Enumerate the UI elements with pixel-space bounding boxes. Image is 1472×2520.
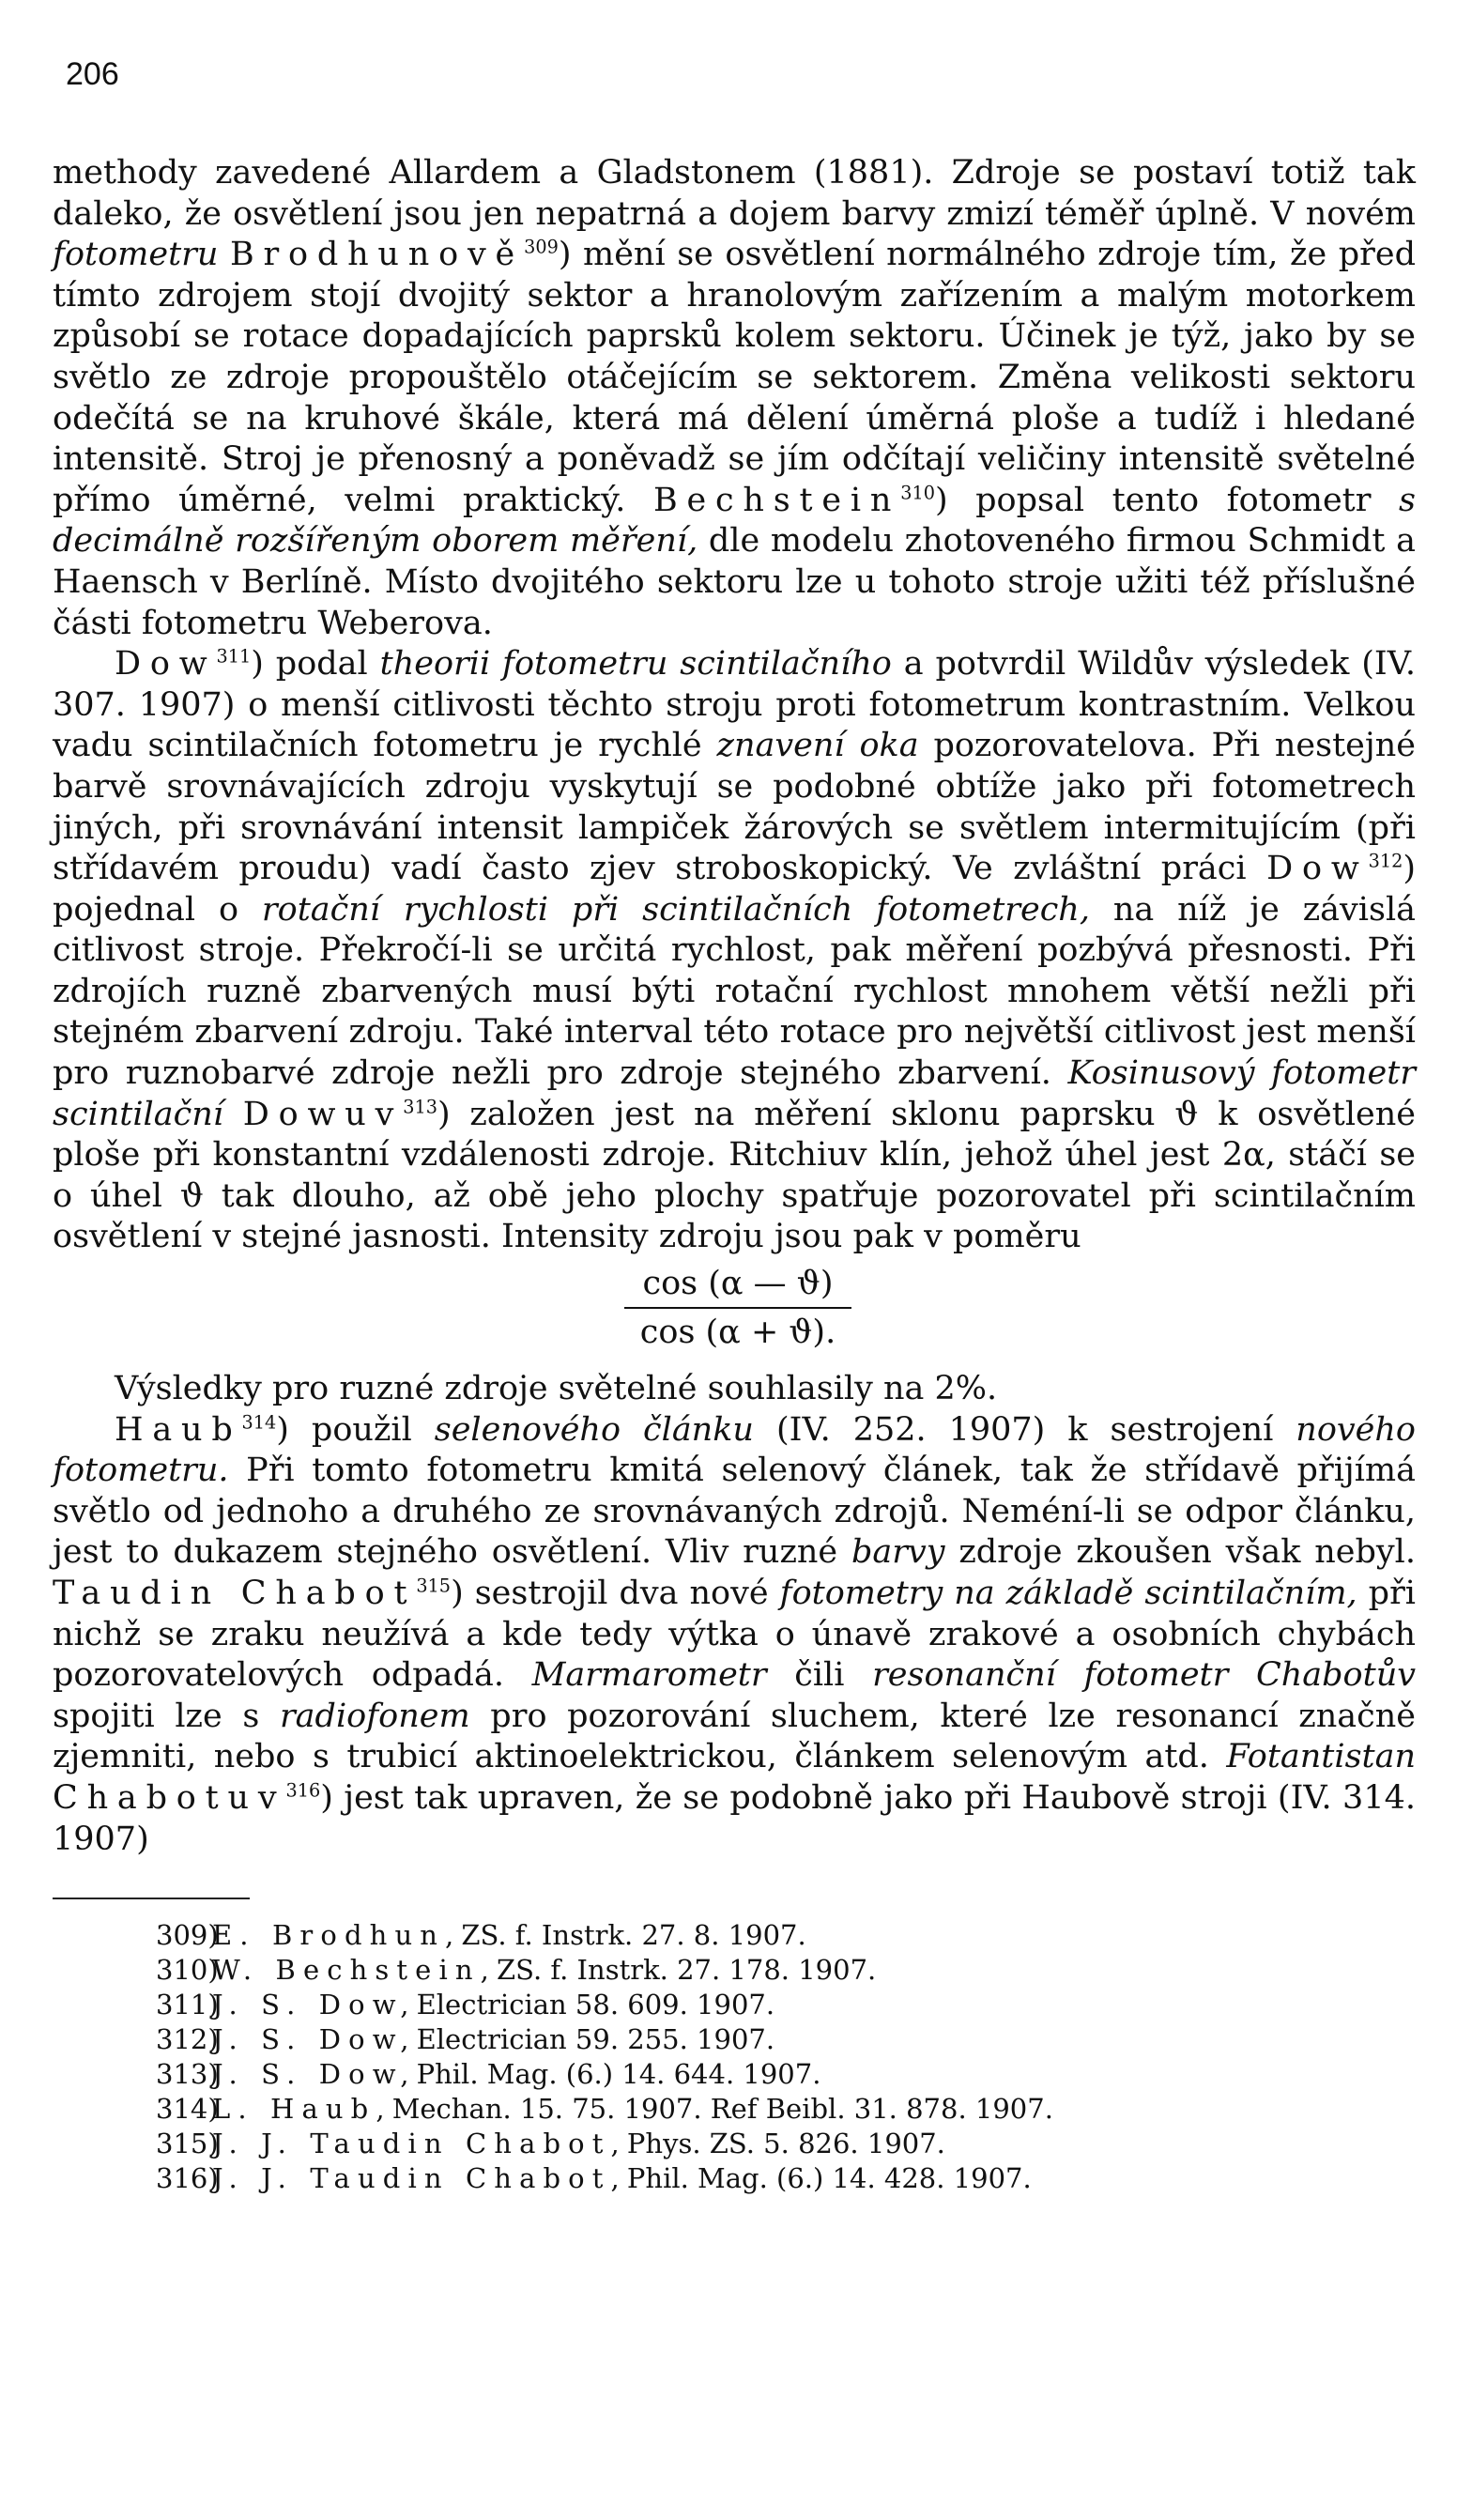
footnote: 310) W. Bechstein, ZS. f. Instrk. 27. 178. 1907. — [156, 1954, 877, 1987]
page — [53, 56, 1416, 2196]
cosine-formula — [616, 1264, 860, 1352]
footnote: 314) L. Haub, Mechan. 15. 75. 1907. Ref Beibl. 31. 878. 1907. — [156, 2093, 1053, 2126]
paragraph-1: methody zavedené Allardem a Gladstonem (1881). Zdroje se postaví totiž tak daleko, že osvětlení jsou jen nepatrná a dojem barvy zmizí téměř úplně. V novém fotometru Brodhunově$^{309}$) mění se osvětlení normálného zdroje tím, že před tímto zdrojem stojí dvojitý sektor a hranolovým zařízením a malým motorkem způsobí se rotace dopadajících paprsků kolem sektoru. Účinek je týž, jako by se světlo ze zdroje propouštělo otáčejícím se sektorem. Změna velikosti sektoru odečítá se na kruhové škále, která má dělení úměrná ploše a tudíž i hledané intensitě. Stroj je přenosný a poněvadž se jím odčítají veličiny intensitě světelné přímo úměrné, velmi praktický. Bechstein$^{310}$) popsal tento fotometr s decimálně rozšířeným oborem měření, dle modelu zhotoveného firmou Schmidt a Haensch v Berlíně. Místo dvojitého sektoru lze u tohoto stroje užiti též příslušné části fotometru Weberova. — [53, 154, 1416, 642]
page-number: 206 — [66, 56, 119, 92]
formula-denominator: cos (α + ϑ). — [639, 1314, 836, 1352]
footnote: 312) J. S. Dow, Electrician 59. 255. 1907. — [156, 2023, 775, 2056]
paragraph-3: Výsledky pro ruzné zdroje světelné souhlasily na 2%. — [115, 1370, 998, 1408]
footnote: 313) J. S. Dow, Phil. Mag. (6.) 14. 644. 1907. — [156, 2058, 821, 2091]
footnotes — [156, 1918, 1416, 2196]
footnote-divider — [53, 1898, 250, 1899]
paragraph-2: Dow$^{311}$) podal theorii fotometru scintilačního a potvrdil Wildův výsledek (IV. 307. 1907) o menší citlivosti těchto stroju proti fotometrum kontrastním. Velkou vadu scintilačních fotometru je rychlé znavení oka pozorovatelova. Při nestejné barvě srovnávajících zdroju vyskytují se podobné obtíže jako při fotometrech jiných, při srovnávání intensit lampiček žárových se světlem intermitujícím (při střídavém proudu) vadí často zjev stroboskopický. Ve zvláštní práci Dow$^{312}$) pojednal o rotační rychlosti při scintilačních fotometrech, na níž je závislá citlivost stroje. Překročí-li se určitá rychlost, pak měření pozbývá přesnosti. Při zdrojích ruzně zbarvených musí býti rotační rychlost mnohem větší nežli při stejném zbarvení zdroju. Také interval této rotace pro největší citlivost jest menší pro ruznobarvé zdroje nežli pro zdroje stejného zbarvení. Kosinusový fotometr scintilační Dowuv$^{313}$) založen jest na měření sklonu paprsku ϑ k osvětlené ploše při konstantní vzdálenosti zdroje. Ritchiuv klín, jehož úhel jest 2α, stáčí se o úhel ϑ tak dlouho, až obě jeho plochy spatřuje pozorovatel při scintilačním osvětlení v stejné jasnosti. Intensity zdroju jsou pak v poměru — [53, 645, 1417, 1256]
footnote: 311) J. S. Dow, Electrician 58. 609. 1907. — [156, 1989, 775, 2021]
formula-numerator: cos (α — ϑ) — [624, 1264, 852, 1309]
paragraph-4: Haub$^{314}$) použil selenového článku (IV. 252. 1907) k sestrojení nového fotometru. Při tomto fotometru kmitá selenový článek, tak že střídavě přijímá světlo od jednoho a druhého ze srovnávaných zdrojů. Neméní-li se odpor článku, jest to dukazem stejného osvětlení. Vliv ruzné barvy zdroje zkoušen však nebyl. Taudin Chabot$^{315}$) sestrojil dva nové fotometry na základě scintilačním, při nichž se zraku neužívá a kde tedy výtka o únavě zrakové a osobních chybách pozorovatelových odpadá. Marmarometr čili resonanční fotometr Chabotův spojiti lze s radiofonem pro pozorování sluchem, které lze resonancí značně zjemniti, nebo s trubicí aktinoelektrickou, článkem selenovým atd. Fotantistan Chabotuv$^{316}$) jest tak upraven, že se podobně jako při Haubově stroji (IV. 314. 1907) — [53, 1410, 1417, 1858]
footnote: 309) E. Brodhun, ZS. f. Instrk. 27. 8. 1907. — [156, 1919, 806, 1952]
footnote: 316) J. J. Taudin Chabot, Phil. Mag. (6.) 14. 428. 1907. — [156, 2162, 1032, 2195]
footnote: 315) J. J. Taudin Chabot, Phys. ZS. 5. 826. 1907. — [156, 2128, 945, 2160]
